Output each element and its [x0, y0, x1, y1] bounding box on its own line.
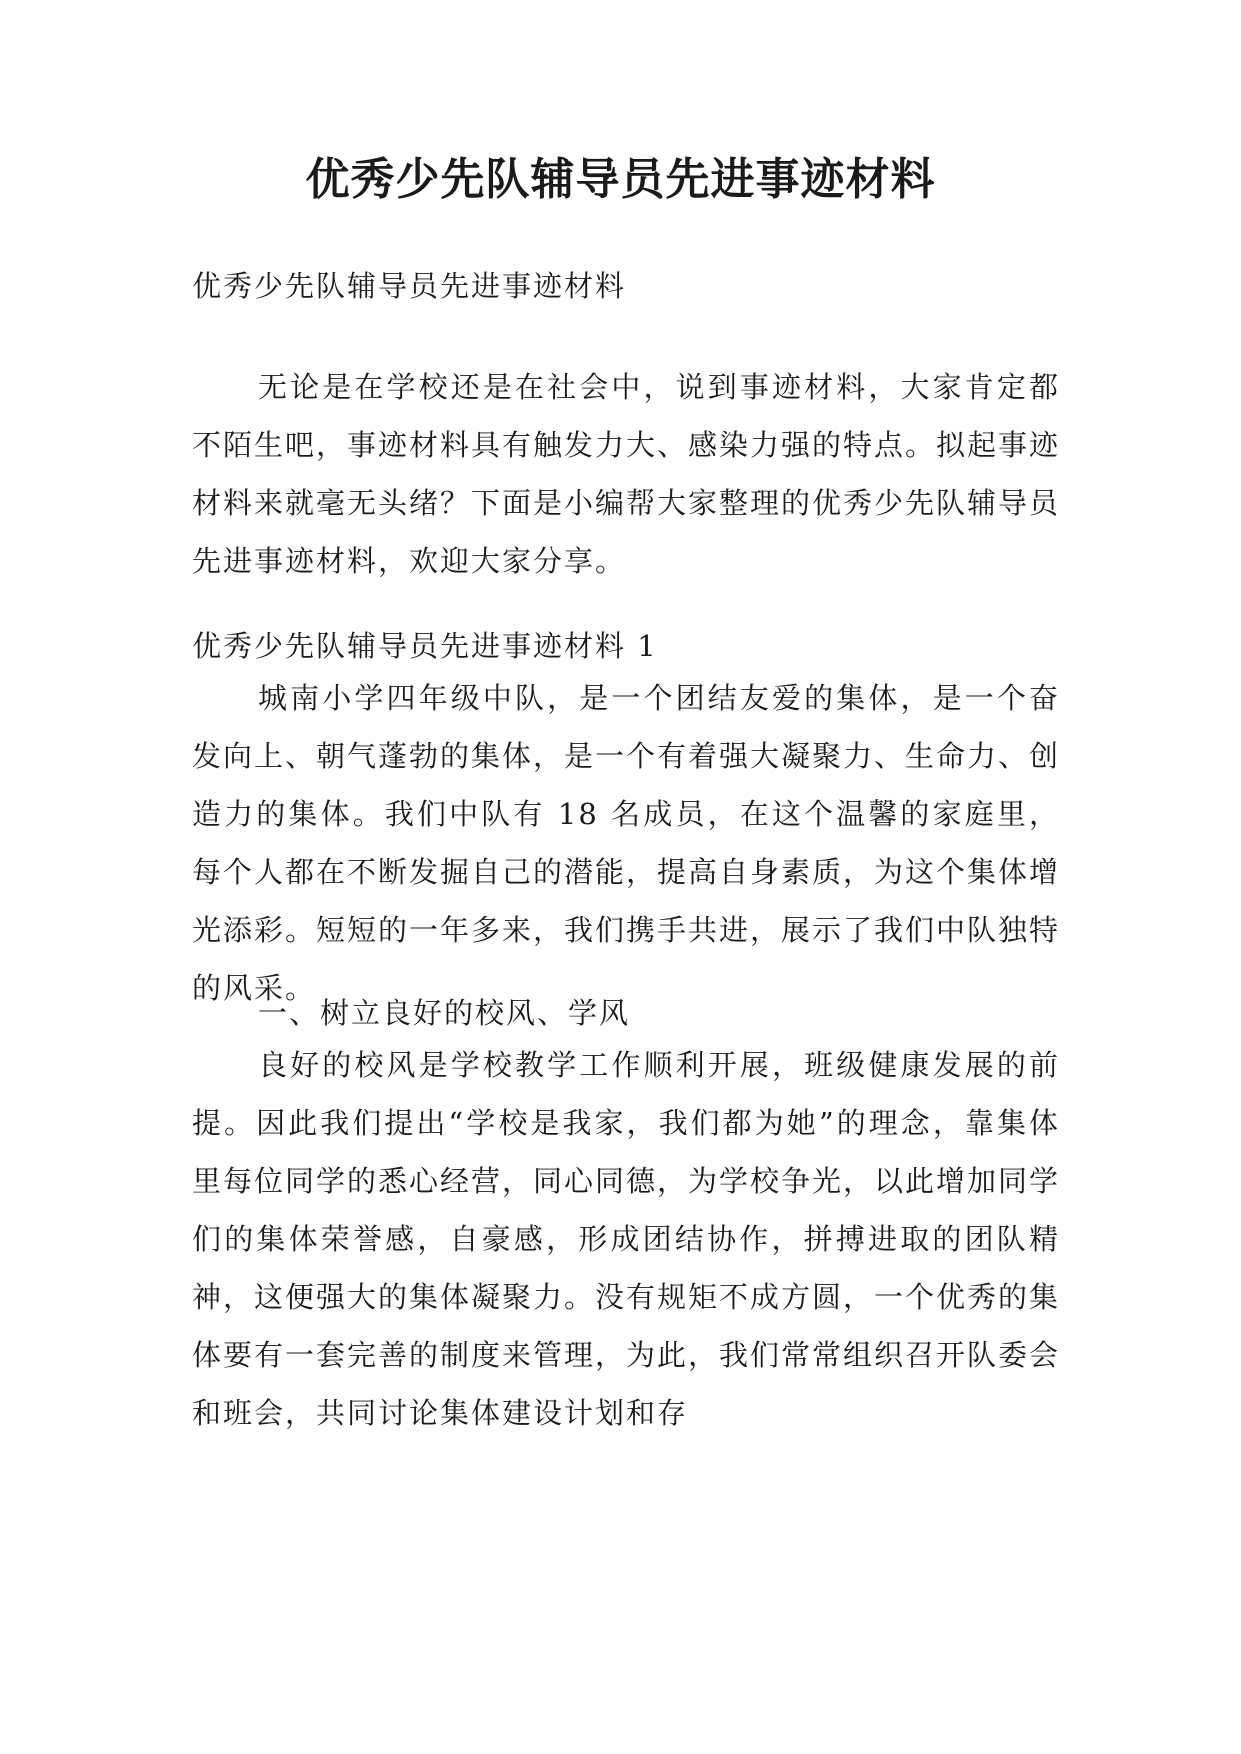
- document-subtitle: 优秀少先队辅导员先进事迹材料: [192, 269, 627, 303]
- body-paragraph: 良好的校风是学校教学工作顺利开展，班级健康发展的前提。因此我们提出“学校是我家，我们都为她”的理念，靠集体里每位同学的悉心经营，同心同德，为学校争光，以此增加同学们的集体荣誉感，自豪感，形成团结协作，拼搏进取的团队精神，这便强大的集体凝聚力。没有规矩不成方圆，一个优秀的集体要有一套完善的制度来管理，为此，我们常常组织召开队委会和班会，共同讨论集体建设计划和存: [192, 1048, 1061, 1430]
- document-title: 优秀少先队辅导员先进事迹材料: [305, 154, 936, 205]
- point-heading: 一、树立良好的校风、学风: [258, 996, 631, 1030]
- body-paragraph: 城南小学四年级中队，是一个团结友爱的集体，是一个奋发向上、朝气蓬勃的集体，是一个有着强大凝聚力、生命力、创造力的集体。我们中队有 18 名成员，在这个温馨的家庭里，每个人都在不断发掘自己的潜能，提高自身素质，为这个集体增光添彩。短短的一年多来，我们携手共进，展示了我们中队独特的风采。: [192, 681, 1061, 1005]
- intro-paragraph: 无论是在学校还是在社会中，说到事迹材料，大家肯定都不陌生吧，事迹材料具有触发力大、感染力强的特点。拟起事迹材料来就毫无头绪？下面是小编帮大家整理的优秀少先队辅导员先进事迹材料，欢迎大家分享。: [192, 370, 1061, 578]
- section-heading: 优秀少先队辅导员先进事迹材料 1: [192, 629, 658, 663]
